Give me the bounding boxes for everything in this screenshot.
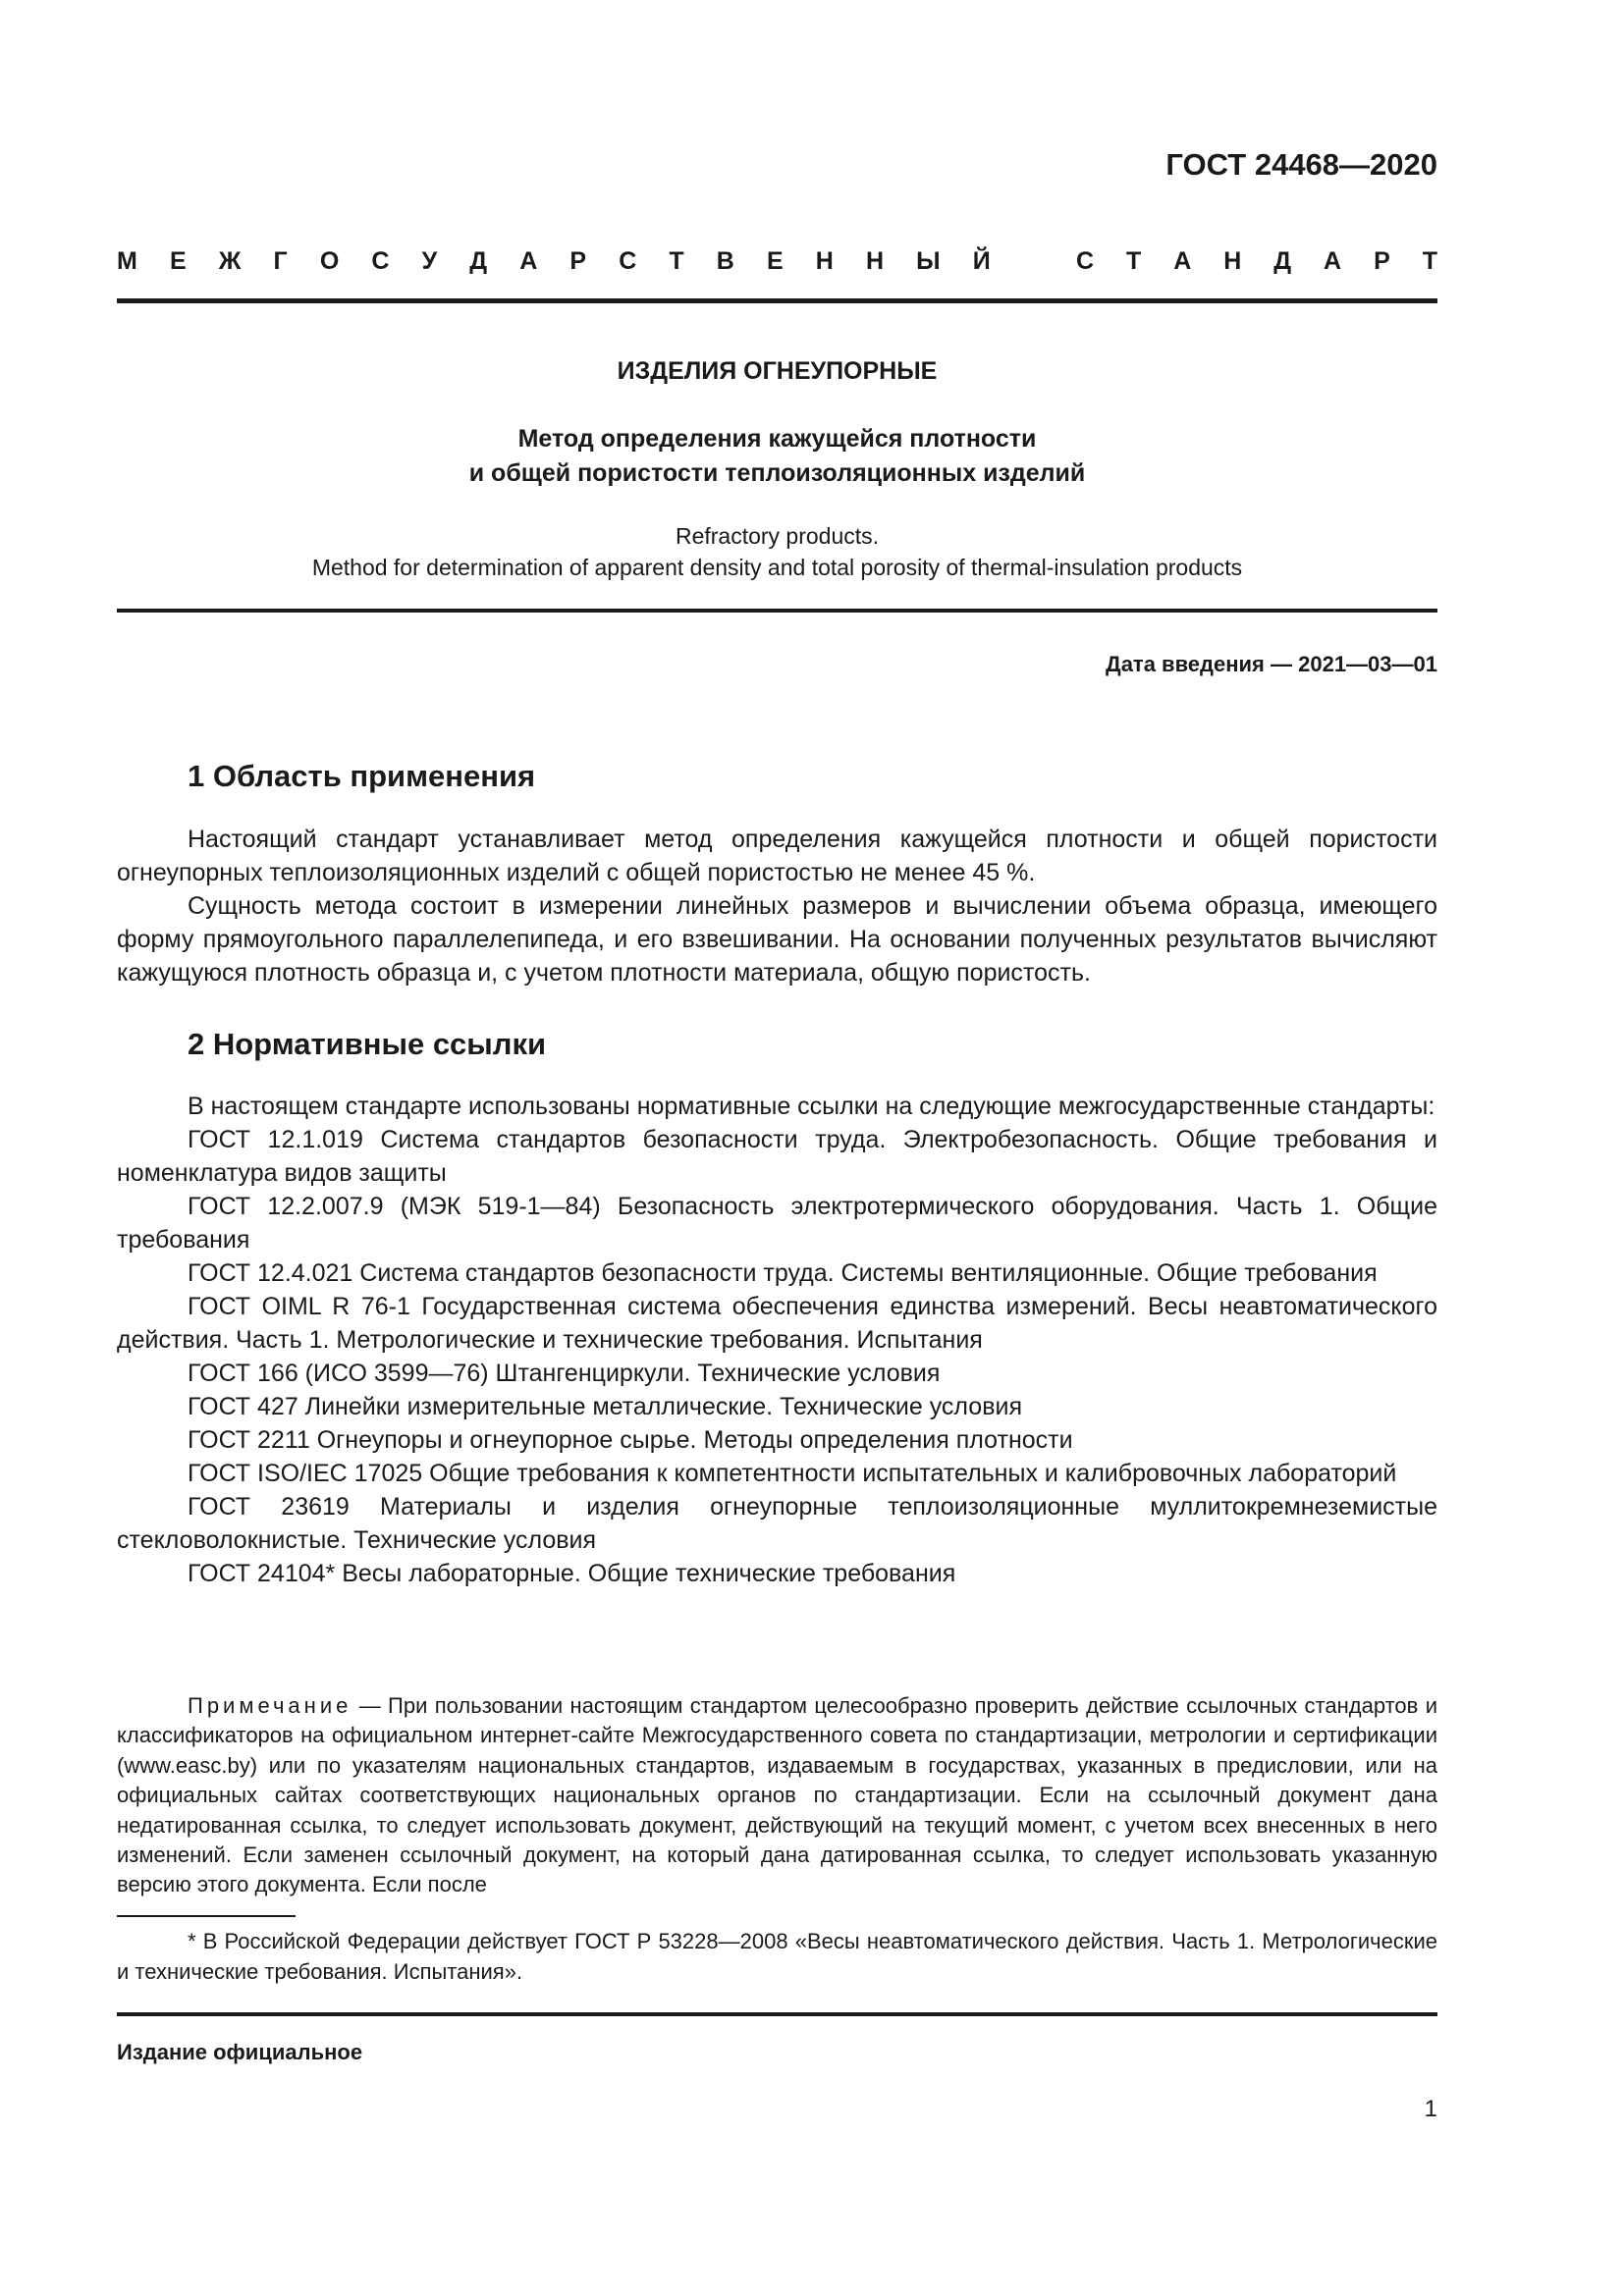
banner-word-standard	[1076, 247, 1437, 276]
section-1-paragraph: Настоящий стандарт устанавливает метод определения кажущейся плотности и общей пористости огнеупорных теплоизоляционных изделий с общей пористостью не менее 45 %.	[117, 826, 1437, 886]
banner-letter: Р	[1374, 247, 1390, 275]
normative-reference: ГОСТ 166 (ИСО 3599—76) Штангенциркули. Технические условия	[188, 1360, 941, 1387]
document-id: ГОСТ 24468—2020	[1165, 147, 1437, 182]
normative-reference: ГОСТ 12.4.021 Система стандартов безопасности труда. Системы вентиляционные. Общие требования	[188, 1259, 1378, 1287]
banner-letter: Е	[169, 247, 187, 275]
title-english	[117, 520, 1437, 583]
banner-letter: Й	[972, 247, 991, 275]
banner-letter: Д	[469, 247, 488, 275]
banner-letter: Н	[1223, 247, 1242, 275]
note-text: — При пользовании настоящим стандартом целесообразно проверить действие ссылочных стандартов и классификаторов на официальном интернет-сайте Межгосударственного совета по стандартизации, метрологии и сертификации (www.easc.by) или по указателям национальных стандартов, издаваемым в государствах, указанных в предисловии, или на официальных сайтах соответствующих национальных органов по стандартизации. Если на ссылочный документ дана недатированная ссылка, то следует использовать документ, действующий на текущий момент, с учетом всех внесенных в него изменений. Если заменен ссылочный документ, на который дана датированная ссылка, то следует использовать указанную версию этого документа. Если после	[117, 1693, 1437, 1897]
banner-letter: Ы	[916, 247, 941, 275]
title-english-line2: Method for determination of apparent density and total porosity of thermal-insulation products	[311, 555, 1243, 580]
normative-reference: ГОСТ 12.2.007.9 (МЭК 519-1—84) Безопасность электротермического оборудования. Часть 1. Общие требования	[117, 1193, 1437, 1254]
title-main: ИЗДЕЛИЯ ОГНЕУПОРНЫЕ	[617, 357, 938, 385]
footnote-separator	[117, 1915, 296, 1917]
page-number: 1	[1424, 2096, 1437, 2122]
normative-reference: ГОСТ 23619 Материалы и изделия огнеупорные теплоизоляционные муллитокремнеземистые стекловолокнистые. Технические условия	[117, 1493, 1437, 1554]
banner-letter: Ж	[218, 247, 242, 275]
note-block	[117, 1691, 1437, 1900]
banner-letter: Т	[1422, 247, 1437, 275]
title-subtitle-line2: и общей пористости теплоизоляционных изделий	[468, 459, 1086, 487]
footer-rule	[117, 2012, 1437, 2016]
banner-letter: С	[371, 247, 390, 275]
title-rule	[117, 609, 1437, 613]
banner-letter: Д	[1273, 247, 1292, 275]
banner-letter: С	[1076, 247, 1095, 275]
banner-letter: С	[619, 247, 637, 275]
document-page	[117, 0, 1437, 2296]
section-1-body	[117, 823, 1437, 989]
normative-reference: ГОСТ 24104* Весы лабораторные. Общие технические требования	[188, 1560, 956, 1587]
banner-letter: М	[117, 247, 137, 275]
section-2-heading: 2 Нормативные ссылки	[188, 1027, 547, 1061]
interstate-standard-banner	[117, 247, 1437, 276]
banner-letter: Н	[865, 247, 885, 275]
footnote	[117, 1926, 1437, 1987]
normative-reference: ГОСТ 427 Линейки измерительные металлические. Технические условия	[188, 1393, 1022, 1420]
banner-letter: Е	[766, 247, 784, 275]
normative-reference: ГОСТ ISO/IEC 17025 Общие требования к компетентности испытательных и калибровочных лабораторий	[188, 1460, 1397, 1487]
banner-letter: Н	[815, 247, 834, 275]
footnote-text: * В Российской Федерации действует ГОСТ Р 53228—2008 «Весы неавтоматического действия. Часть 1. Метрологические и технические требования. Испытания».	[117, 1929, 1437, 1984]
banner-letter: Г	[273, 247, 288, 275]
banner-letter: У	[421, 247, 438, 275]
banner-letter: Р	[569, 247, 587, 275]
section-2-intro: В настоящем стандарте использованы нормативные ссылки на следующие межгосударственные стандарты:	[188, 1093, 1435, 1120]
banner-letter: А	[1324, 247, 1342, 275]
section-2-body	[117, 1090, 1437, 1590]
edition-label: Издание официальное	[117, 2040, 363, 2064]
banner-letter: А	[1173, 247, 1192, 275]
header-rule	[117, 298, 1437, 303]
banner-letter: Т	[669, 247, 684, 275]
title-english-line1: Refractory products.	[675, 523, 880, 549]
note-paragraph	[117, 1691, 1437, 1900]
title-subtitle	[117, 422, 1437, 491]
title-subtitle-line1: Метод определения кажущейся плотности	[517, 425, 1037, 453]
section-1-heading: 1 Область применения	[188, 759, 536, 793]
banner-letter: А	[519, 247, 538, 275]
introduction-date: Дата введения — 2021—03—01	[1106, 652, 1437, 676]
normative-reference: ГОСТ OIML R 76-1 Государственная система обеспечения единства измерений. Весы неавтоматического действия. Часть 1. Метрологические и технические требования. Испытания	[117, 1293, 1437, 1354]
section-1-paragraph: Сущность метода состоит в измерении линейных размеров и вычислении объема образца, имеющего форму прямоугольного параллелепипеда, и его взвешивании. На основании полученных результатов вычисляют кажущуюся плотность образца и, с учетом плотности материала, общую пористость.	[117, 892, 1437, 987]
banner-letter: В	[716, 247, 734, 275]
note-label: Примечание	[188, 1693, 352, 1718]
banner-word-interstate	[117, 247, 991, 276]
banner-letter: Т	[1126, 247, 1142, 275]
normative-reference: ГОСТ 2211 Огнеупоры и огнеупорное сырье. Методы определения плотности	[188, 1426, 1073, 1454]
normative-reference: ГОСТ 12.1.019 Система стандартов безопасности труда. Электробезопасность. Общие требования и номенклатура видов защиты	[117, 1126, 1437, 1187]
banner-letter: О	[319, 247, 340, 275]
